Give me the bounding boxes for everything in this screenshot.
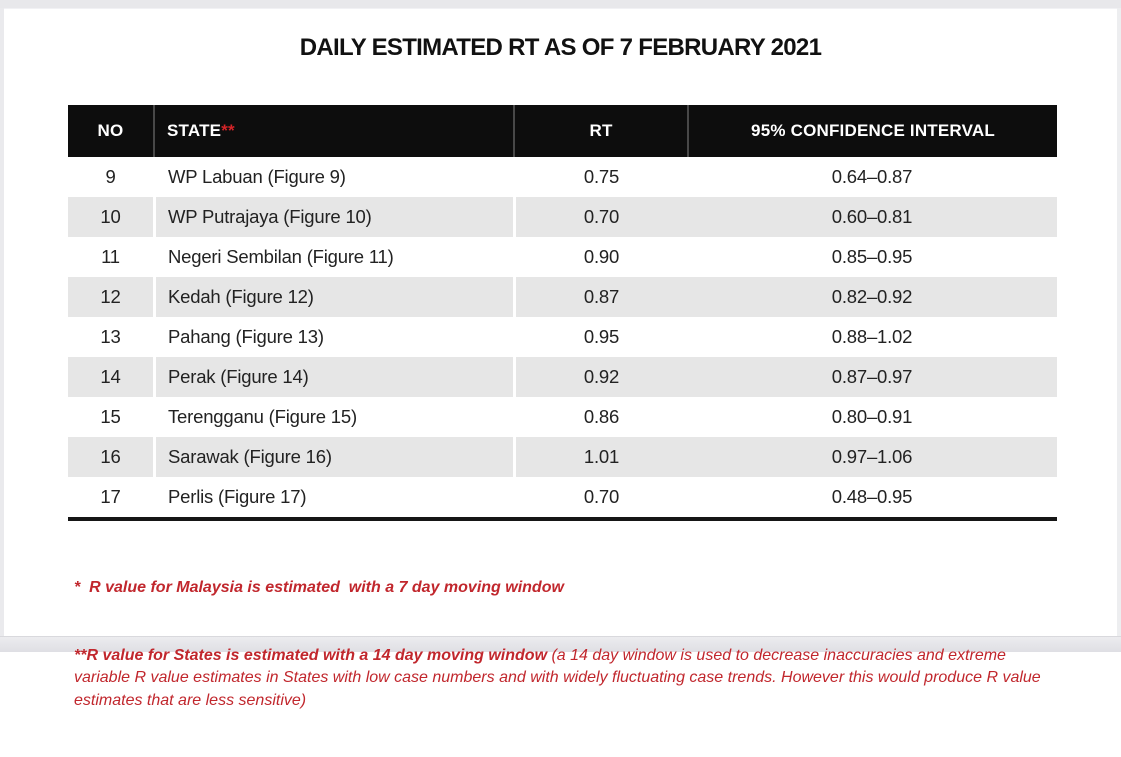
cell-no: 14	[68, 357, 153, 397]
cell-ci: 0.97–1.06	[687, 437, 1057, 477]
cell-rt: 0.86	[513, 397, 687, 437]
cell-no: 12	[68, 277, 153, 317]
cell-state: Pahang (Figure 13)	[153, 317, 513, 357]
cell-no: 11	[68, 237, 153, 277]
cell-no: 15	[68, 397, 153, 437]
cell-ci: 0.80–0.91	[687, 397, 1057, 437]
footnotes	[74, 532, 1066, 757]
table-row	[68, 437, 1057, 477]
cell-rt: 0.70	[513, 477, 687, 517]
cell-state: Negeri Sembilan (Figure 11)	[153, 237, 513, 277]
table-bottom-border	[68, 517, 1057, 521]
page-title: DAILY ESTIMATED RT AS OF 7 FEBRUARY 2021	[299, 34, 822, 61]
table-row	[68, 237, 1057, 277]
table-row	[68, 157, 1057, 197]
cell-rt: 0.70	[513, 197, 687, 237]
col-header-rt: RT	[513, 105, 687, 157]
cell-ci: 0.87–0.97	[687, 357, 1057, 397]
footnote-states-rest: (a 14 day window is used to decrease inaccuracies and extreme variable R value estimates in States with low case numbers and with widely fluctuating case trends. However this would produce R value estimates that are less sensitive)	[74, 646, 1046, 709]
cell-no: 17	[68, 477, 153, 517]
cell-state: WP Labuan (Figure 9)	[153, 157, 513, 197]
cell-state: WP Putrajaya (Figure 10)	[153, 197, 513, 237]
table-row	[68, 277, 1057, 317]
page-edge-left	[0, 8, 4, 636]
table-header-row	[68, 105, 1057, 157]
cell-ci: 0.85–0.95	[687, 237, 1057, 277]
cell-ci: 0.82–0.92	[687, 277, 1057, 317]
footnote-malaysia: * R value for Malaysia is estimated with a 7 day moving window	[74, 579, 564, 596]
table-row	[68, 477, 1057, 517]
cell-state: Kedah (Figure 12)	[153, 277, 513, 317]
cell-ci: 0.88–1.02	[687, 317, 1057, 357]
cell-state: Terengganu (Figure 15)	[153, 397, 513, 437]
table-row	[68, 197, 1057, 237]
cell-no: 13	[68, 317, 153, 357]
cell-ci: 0.64–0.87	[687, 157, 1057, 197]
col-header-state-label: STATE	[167, 121, 222, 140]
cell-no: 9	[68, 157, 153, 197]
cell-no: 16	[68, 437, 153, 477]
cell-rt: 1.01	[513, 437, 687, 477]
table-row	[68, 397, 1057, 437]
table-row	[68, 317, 1057, 357]
cell-rt: 0.87	[513, 277, 687, 317]
table-row	[68, 357, 1057, 397]
state-header-asterisks: **	[221, 121, 235, 140]
cell-ci: 0.60–0.81	[687, 197, 1057, 237]
page-edge-right	[1117, 8, 1121, 636]
cell-rt: 0.95	[513, 317, 687, 357]
col-header-ci: 95% CONFIDENCE INTERVAL	[687, 105, 1057, 157]
page-edge-top	[0, 0, 1121, 9]
cell-state: Perak (Figure 14)	[153, 357, 513, 397]
col-header-no: NO	[68, 105, 153, 157]
cell-state: Sarawak (Figure 16)	[153, 437, 513, 477]
col-header-state	[153, 105, 513, 157]
cell-state: Perlis (Figure 17)	[153, 477, 513, 517]
cell-ci: 0.48–0.95	[687, 477, 1057, 517]
cell-no: 10	[68, 197, 153, 237]
cell-rt: 0.90	[513, 237, 687, 277]
footnote-states-bold: **R value for States is estimated with a 14 day moving window	[74, 646, 552, 664]
rt-table	[68, 105, 1057, 521]
cell-rt: 0.75	[513, 157, 687, 197]
cell-rt: 0.92	[513, 357, 687, 397]
